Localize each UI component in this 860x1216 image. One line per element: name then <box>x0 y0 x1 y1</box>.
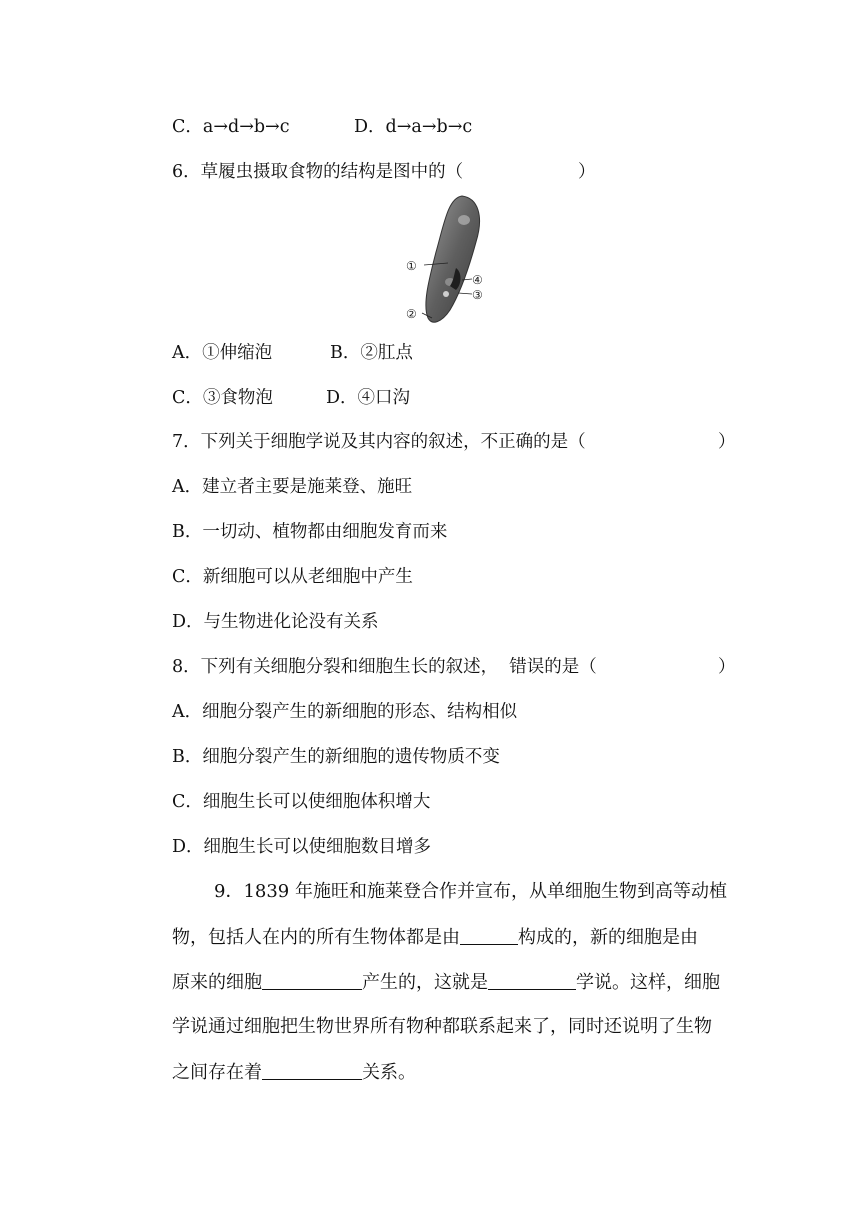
q5-option-d: D．d→a→b→c <box>354 117 473 137</box>
q7-option-c: C．新细胞可以从老细胞中产生 <box>172 567 413 587</box>
q5-option-c: C．a→d→b→c <box>172 117 290 137</box>
fill-blank-1[interactable] <box>460 926 518 945</box>
paramecium-figure <box>400 192 500 330</box>
fill-blank-3[interactable] <box>488 971 576 990</box>
q8-option-d: D．细胞生长可以使细胞数目增多 <box>172 837 432 857</box>
q7-option-a: A．建立者主要是施莱登、施旺 <box>172 477 413 497</box>
q8-option-b: B．细胞分裂产生的新细胞的遗传物质不变 <box>172 747 500 767</box>
q6-option-b: B．②肛点 <box>330 343 413 363</box>
food-vacuole <box>443 291 449 297</box>
q8-stem: 8．下列有关细胞分裂和细胞生长的叙述， 错误的是（ <box>172 657 597 677</box>
q9-line-1: 9．1839 年施旺和施莱登合作并宣布，从单细胞生物到高等动植 <box>214 881 727 902</box>
q9-line-4: 学说通过细胞把生物世界所有物种都联系起来了，同时还说明了生物 <box>172 1016 712 1037</box>
q7-stem: 7．下列关于细胞学说及其内容的叙述，不正确的是（ <box>172 432 586 452</box>
fill-blank-4[interactable] <box>262 1061 362 1080</box>
q6-close-paren: ） <box>578 162 596 182</box>
q7-option-d: D．与生物进化论没有关系 <box>172 612 379 632</box>
figure-label-1: ① <box>406 259 417 273</box>
figure-label-4: ④ <box>472 273 483 287</box>
q8-option-c: C．细胞生长可以使细胞体积增大 <box>172 792 431 812</box>
q6-stem: 6．草履虫摄取食物的结构是图中的（ <box>172 162 464 182</box>
q9-line-3-mid: 产生的，这就是 <box>362 972 488 993</box>
q7-option-b: B．一切动、植物都由细胞发育而来 <box>172 522 448 542</box>
q9-line-5 <box>172 1061 416 1084</box>
q6-option-a: A．①伸缩泡 <box>172 343 273 363</box>
q9-line-2-end: 构成的，新的细胞是由 <box>518 927 698 948</box>
q6-option-d: D．④口沟 <box>326 388 411 408</box>
q9-line-2-start: 物，包括人在内的所有生物体都是由 <box>172 927 460 948</box>
paramecium-vacuole <box>458 215 470 225</box>
q8-close-paren: ） <box>718 657 736 677</box>
q8-option-a: A．细胞分裂产生的新细胞的形态、结构相似 <box>172 702 518 722</box>
q9-line-5-end: 关系。 <box>362 1062 416 1083</box>
figure-label-3: ③ <box>472 288 483 302</box>
figure-label-2: ② <box>406 307 417 321</box>
q9-line-3-end: 学说。这样，细胞 <box>576 972 720 993</box>
q9-line-5-start: 之间存在着 <box>172 1062 262 1083</box>
q6-option-c: C．③食物泡 <box>172 388 273 408</box>
paramecium-body <box>426 196 480 322</box>
q9-line-2 <box>172 926 698 949</box>
q9-line-3 <box>172 971 720 994</box>
q7-close-paren: ） <box>718 432 736 452</box>
q9-line-3-start: 原来的细胞 <box>172 972 262 993</box>
fill-blank-2[interactable] <box>262 971 362 990</box>
